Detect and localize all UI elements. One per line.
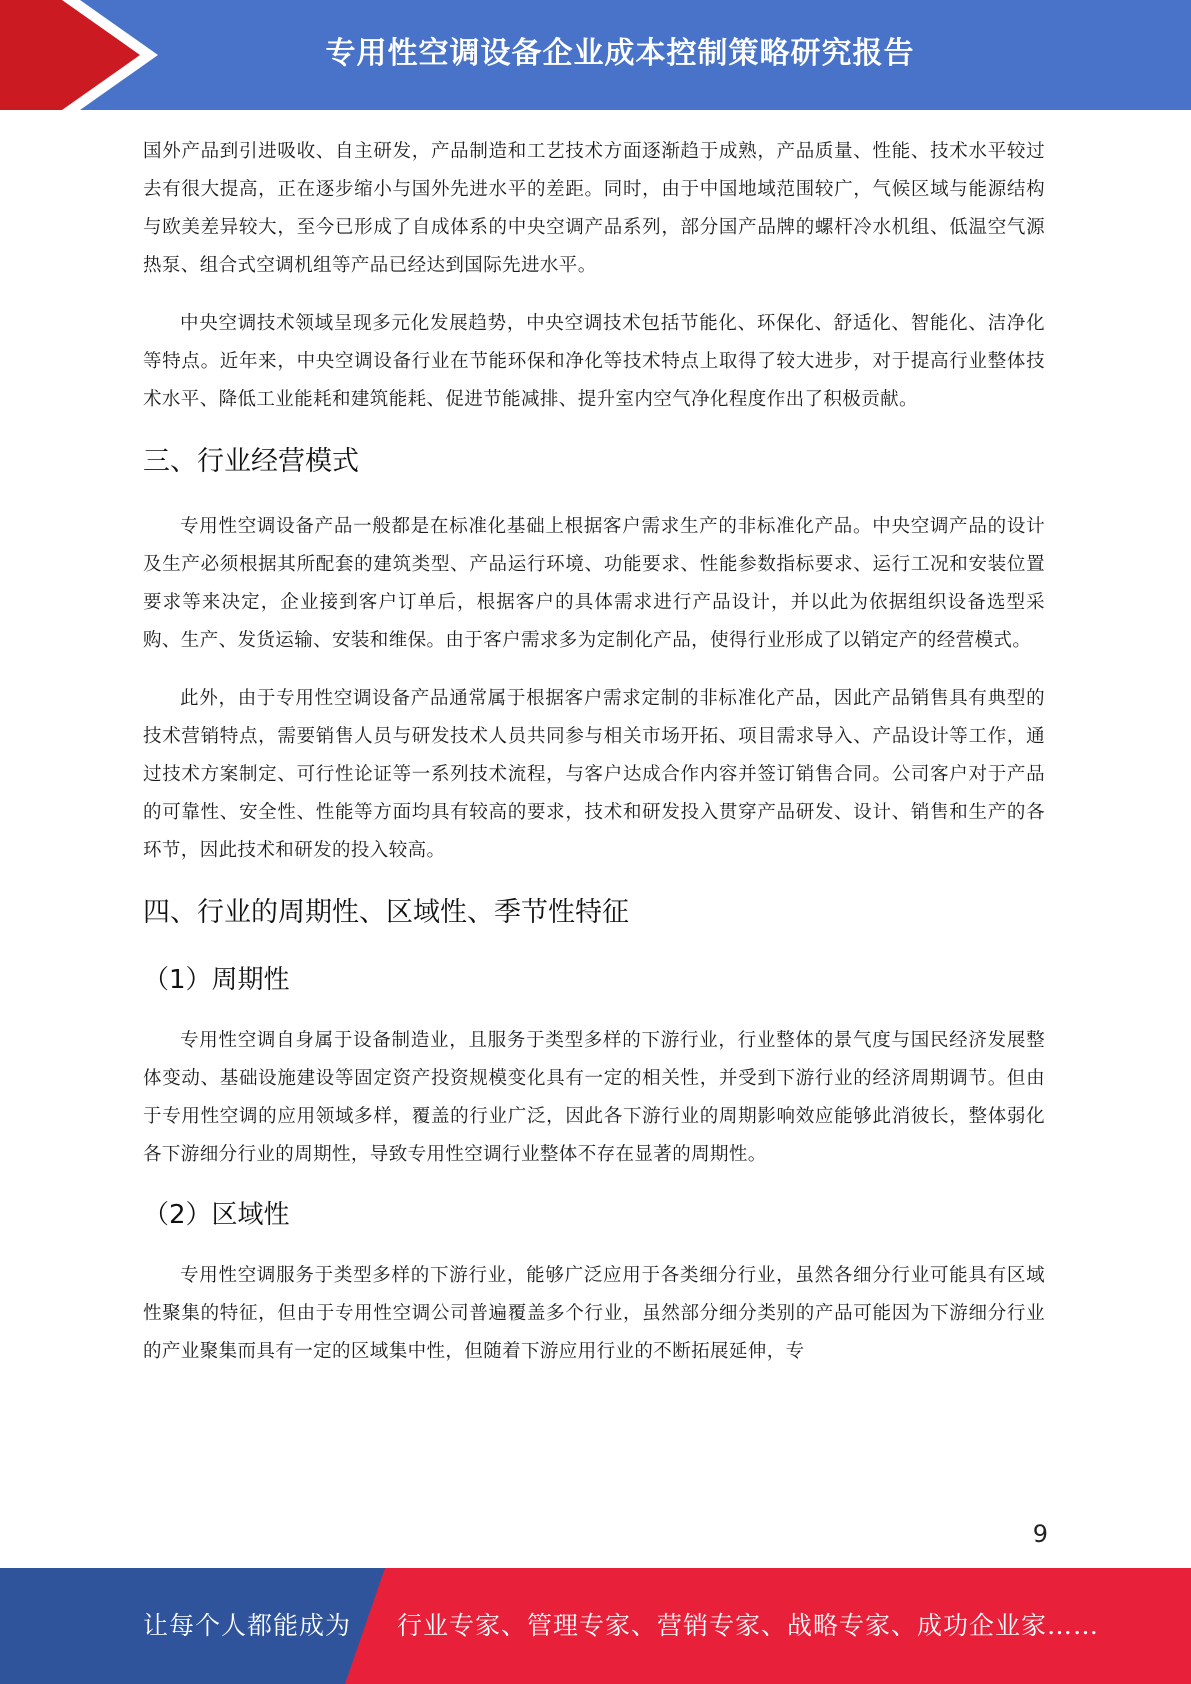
subsection-heading: （1）周期性: [143, 965, 290, 995]
header-chevron-decoration: [0, 0, 160, 110]
section-heading: 三、行业经营模式: [143, 446, 359, 477]
paragraph: 国外产品到引进吸收、自主研发，产品制造和工艺技术方面逐渐趋于成熟，产品质量、性能、技术水平较过去有很大提高，正在逐步缩小与国外先进水平的差距。同时，由于中国地域范围较广，气候区域与能源结构与欧美差异较大，至今已形成了自成体系的中央空调产品系列，部分国产品牌的螺杆冷水机组、低温空气源热泵、组合式空调机组等产品已经达到国际先进水平。: [143, 141, 1045, 276]
paragraph: 专用性空调自身属于设备制造业，且服务于类型多样的下游行业，行业整体的景气度与国民经济发展整体变动、基础设施建设等固定资产投资规模变化具有一定的相关性，并受到下游行业的经济周期调节。但由于专用性空调的应用领域多样，覆盖的行业广泛，因此各下游行业的周期影响效应能够此消彼长，整体弱化各下游细分行业的周期性，导致专用性空调行业整体不存在显著的周期性。: [143, 1030, 1045, 1165]
section-heading: 四、行业的周期性、区域性、季节性特征: [143, 897, 629, 928]
paragraph: 中央空调技术领域呈现多元化发展趋势，中央空调技术包括节能化、环保化、舒适化、智能化、洁净化等特点。近年来，中央空调设备行业在节能环保和净化等技术特点上取得了较大进步，对于提高行业整体技术水平、降低工业能耗和建筑能耗、促进节能减排、提升室内空气净化程度作出了积极贡献。: [143, 313, 1045, 410]
document-title: 专用性空调设备企业成本控制策略研究报告: [325, 36, 915, 71]
paragraph: 专用性空调设备产品一般都是在标准化基础上根据客户需求生产的非标准化产品。中央空调产品的设计及生产必须根据其所配套的建筑类型、产品运行环境、功能要求、性能参数指标要求、运行工况和安装位置要求等来决定，企业接到客户订单后，根据客户的具体需求进行产品设计，并以此为依据组织设备选型采购、生产、发货运输、安装和维保。由于客户需求多为定制化产品，使得行业形成了以销定产的经营模式。: [143, 516, 1045, 651]
paragraph: 专用性空调服务于类型多样的下游行业，能够广泛应用于各类细分行业，虽然各细分行业可能具有区域性聚集的特征，但由于专用性空调公司普遍覆盖多个行业，虽然部分细分类别的产品可能因为下游细分行业的产业聚集而具有一定的区域集中性，但随着下游应用行业的不断拓展延伸，专: [143, 1265, 1045, 1362]
paragraph: 此外，由于专用性空调设备产品通常属于根据客户需求定制的非标准化产品，因此产品销售具有典型的技术营销特点，需要销售人员与研发技术人员共同参与相关市场开拓、项目需求导入、产品设计等工作，通过技术方案制定、可行性论证等一系列技术流程，与客户达成合作内容并签订销售合同。公司客户对于产品的可靠性、安全性、性能等方面均具有较高的要求，技术和研发投入贯穿产品研发、设计、销售和生产的各环节，因此技术和研发的投入较高。: [143, 688, 1045, 861]
page-footer: [0, 1568, 1191, 1684]
main-content: [143, 133, 1045, 1391]
footer-slogan-right: 行业专家、管理专家、营销专家、战略专家、成功企业家……: [397, 1611, 1100, 1640]
page-header: [0, 0, 1191, 110]
subsection-heading: （2）区域性: [143, 1200, 290, 1230]
page-number: 9: [1032, 1520, 1048, 1548]
footer-slogan-left: 让每个人都能成为: [143, 1611, 352, 1640]
